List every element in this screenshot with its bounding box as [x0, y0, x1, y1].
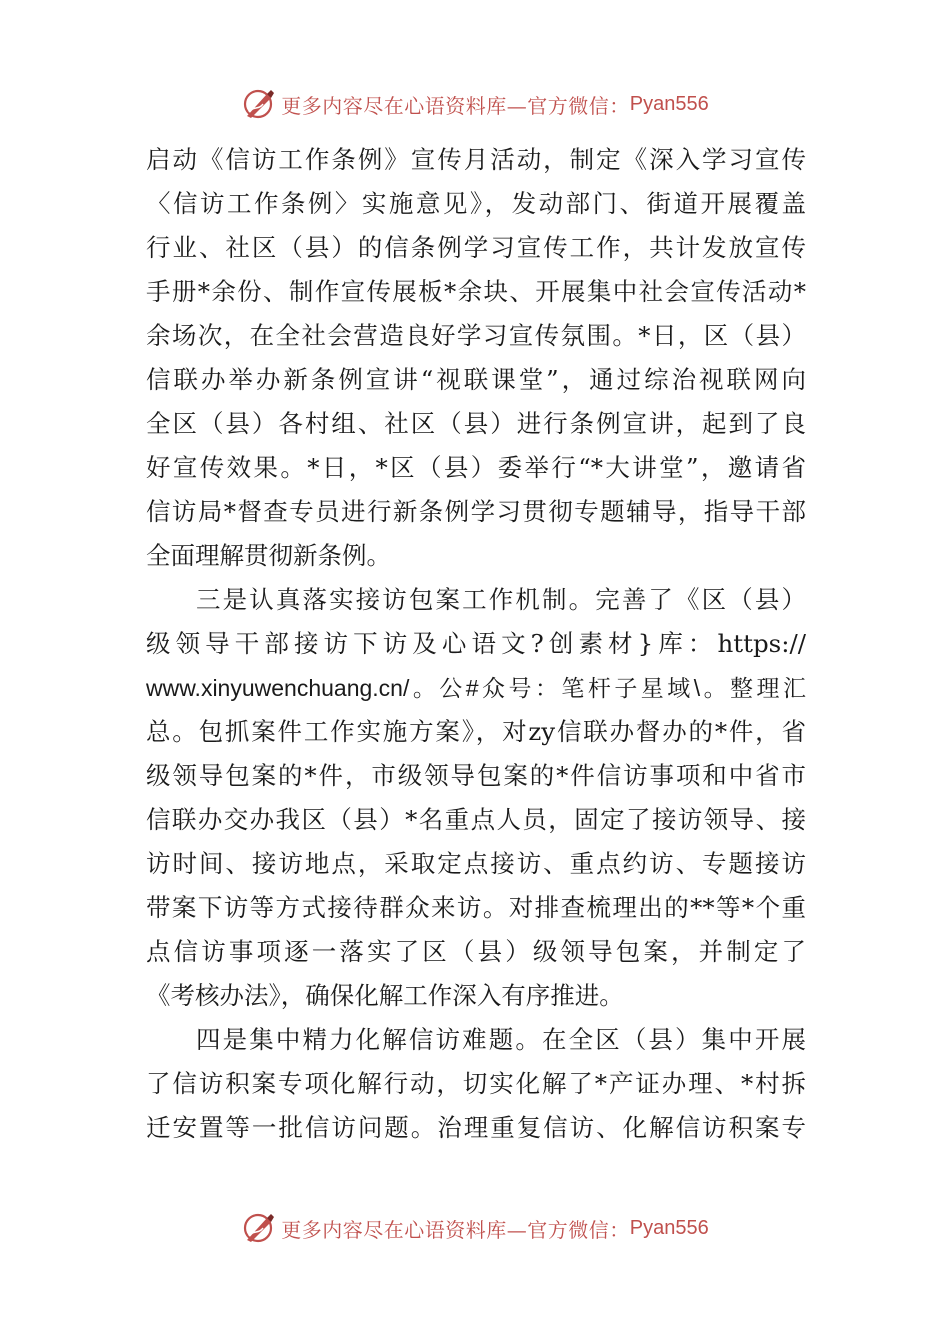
text-line: 《考核办法》，确保化解工作深入有序推进。 [146, 981, 624, 1010]
url-line: www.xinyuwenchuang.cn/。公#众号：笔杆子星域\。整理汇 [146, 675, 806, 701]
text-line: 启动《信访工作条例》宣传月活动，制定《深入学习宣传 [146, 145, 806, 174]
header-banner [0, 84, 950, 124]
footer-banner-text: 更多内容尽在心语资料库—官方微信： [281, 1217, 630, 1242]
text-line: 迁安置等一批信访问题。治理重复信访、化解信访积案专 [146, 1113, 806, 1142]
pen-logo-icon [241, 86, 277, 122]
text-line: 〈信访工作条例〉实施意见》，发动部门、街道开展覆盖 [146, 189, 806, 218]
pen-logo-icon [241, 1210, 277, 1246]
text-line: 总。包抓案件工作实施方案》，对zy信联办督办的*件，省 [146, 717, 806, 746]
text-line: 信联办举办新条例宣讲“视联课堂”，通过综治视联网向 [146, 365, 806, 394]
header-wechat-id: Pyan556 [629, 92, 709, 115]
text-line: 好宣传效果。*日，*区（县）委举行“*大讲堂”，邀请省 [146, 453, 806, 482]
text-line: 全面理解贯彻新条例。 [146, 541, 391, 570]
text-line: 级领导干部接访下访及心语文?创素材}库：https:// [146, 629, 806, 658]
text-line: 点信访事项逐一落实了区（县）级领导包案，并制定了 [146, 937, 806, 966]
paragraph-start-line: 四是集中精力化解信访难题。在全区（县）集中开展 [196, 1025, 806, 1054]
text-line: 手册*余份、制作宣传展板*余块、开展集中社会宣传活动* [146, 277, 806, 306]
paragraph-start-line: 三是认真落实接访包案工作机制。完善了《区（县） [196, 585, 806, 614]
text-line: 级领导包案的*件，市级领导包案的*件信访事项和中省市 [146, 761, 806, 790]
header-banner-text: 更多内容尽在心语资料库—官方微信： [281, 93, 630, 118]
footer-banner [0, 1208, 950, 1248]
text-line: 带案下访等方式接待群众来访。对排查梳理出的**等*个重 [146, 893, 806, 922]
text-line: 行业、社区（县）的信条例学习宣传工作，共计发放宣传 [146, 233, 806, 262]
text-line: 信访局*督查专员进行新条例学习贯彻专题辅导，指导干部 [146, 497, 806, 526]
text-line: 访时间、接访地点，采取定点接访、重点约访、专题接访 [146, 849, 806, 878]
text-line: 余场次，在全社会营造良好学习宣传氛围。*日，区（县） [146, 321, 806, 350]
text-line: 信联办交办我区（县）*名重点人员，固定了接访领导、接 [146, 805, 806, 834]
text-line: 全区（县）各村组、社区（县）进行条例宣讲，起到了良 [146, 409, 806, 438]
footer-wechat-id: Pyan556 [629, 1216, 709, 1239]
document-body [146, 138, 806, 1150]
text-line: 了信访积案专项化解行动，切实化解了*产证办理、*村拆 [146, 1069, 806, 1098]
